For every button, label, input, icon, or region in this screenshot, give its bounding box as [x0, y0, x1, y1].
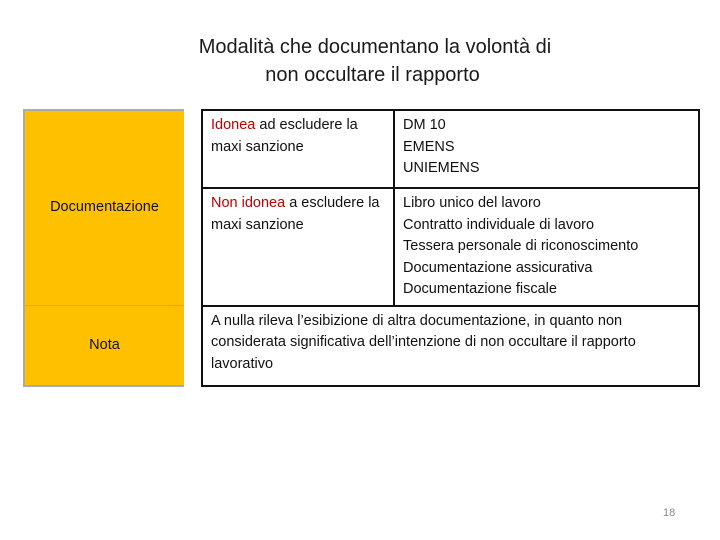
nota-text: A nulla rileva l’esibizione di altra documentazione, in quanto non considerata significativa dell’intenzione di non occultare il rapporto lavorativo: [211, 312, 636, 372]
document-item: EMENS: [403, 138, 455, 155]
condition-highlight: Idonea: [211, 117, 256, 133]
page-number: 18: [663, 507, 676, 519]
nota-label-cell: [24, 306, 184, 386]
nota-text-cell: [202, 306, 699, 386]
spacer-cell: [184, 306, 202, 386]
table-row: [24, 110, 699, 188]
document-item: Libro unico del lavoro: [403, 195, 541, 211]
spacer-cell: [184, 110, 202, 306]
table-row: [24, 306, 699, 386]
document-item: Contratto individuale di lavoro: [403, 216, 595, 233]
documents-cell-idonea: [394, 110, 699, 188]
documentazione-label: Documentazione: [50, 199, 159, 216]
condition-text: a escludere la maxi sanzione: [211, 195, 380, 233]
condition-cell-non-idonea: [202, 188, 394, 306]
documentazione-label-cell: [24, 110, 184, 306]
title-line-2: non occultare il rapporto: [265, 64, 480, 86]
condition-cell-idonea: [202, 110, 394, 188]
document-item: Tessera personale di riconoscimento: [403, 238, 639, 254]
condition-highlight: Non idonea: [211, 195, 286, 211]
condition-text: ad escludere la maxi sanzione: [211, 117, 358, 155]
document-item: UNIEMENS: [403, 160, 480, 176]
slide-title: [0, 33, 720, 89]
nota-label: Nota: [89, 336, 120, 353]
title-line-1: Modalità che documentano la volontà di: [198, 36, 552, 58]
document-item: Documentazione fiscale: [403, 281, 557, 297]
modalita-table: [23, 109, 700, 387]
document-item: DM 10: [403, 117, 446, 133]
documents-cell-non-idonea: [394, 188, 699, 306]
document-item: Documentazione assicurativa: [403, 259, 593, 276]
